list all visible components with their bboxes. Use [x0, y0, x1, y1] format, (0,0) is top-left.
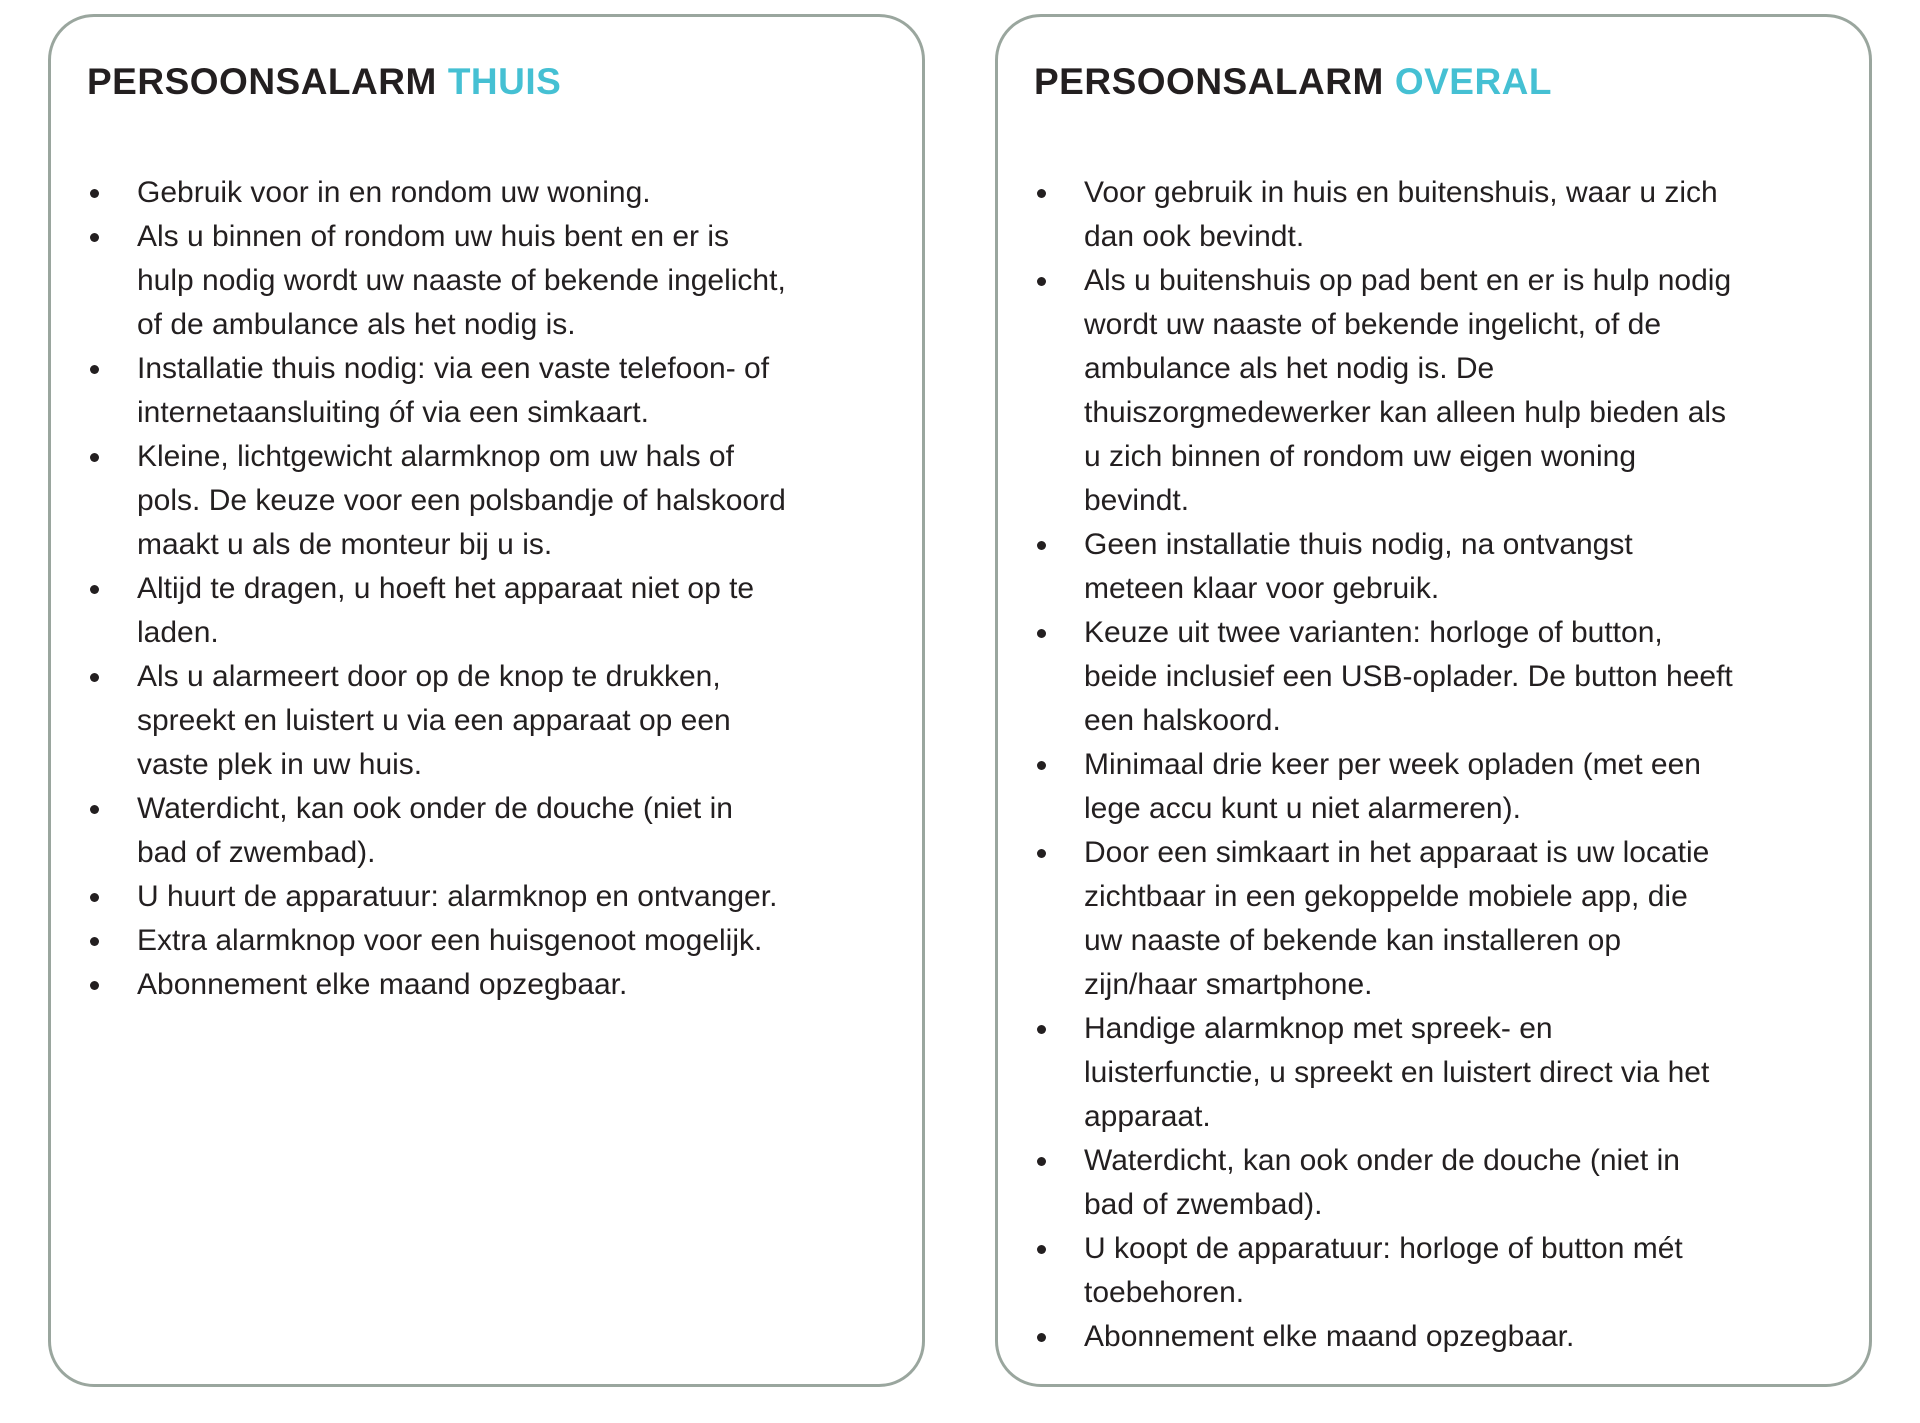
bullet-item: U huurt de apparatuur: alarmknop en ontvanger. [87, 875, 787, 919]
bullet-item: Minimaal drie keer per week opladen (met een lege accu kunt u niet alarmeren). [1034, 743, 1734, 831]
card-title-overal [1034, 59, 1833, 105]
bullet-item: Geen installatie thuis nodig, na ontvangst meteen klaar voor gebruik. [1034, 523, 1734, 611]
bullet-item: Kleine, lichtgewicht alarmknop om uw hals of pols. De keuze voor een polsbandje of halskoord maakt u als de monteur bij u is. [87, 435, 787, 567]
card-title-accent: THUIS [447, 61, 562, 102]
card-persoonsalarm-thuis [48, 14, 925, 1387]
bullet-item: Gebruik voor in en rondom uw woning. [87, 171, 787, 215]
card-persoonsalarm-overal [995, 14, 1872, 1387]
card-title-prefix: PERSOONSALARM [1034, 61, 1384, 102]
bullet-item: Altijd te dragen, u hoeft het apparaat niet op te laden. [87, 567, 787, 655]
bullet-item: Voor gebruik in huis en buitenshuis, waar u zich dan ook bevindt. [1034, 171, 1734, 259]
bullet-item: Waterdicht, kan ook onder de douche (niet in bad of zwembad). [87, 787, 787, 875]
bullet-item: Abonnement elke maand opzegbaar. [1034, 1315, 1734, 1359]
bullet-item: Extra alarmknop voor een huisgenoot mogelijk. [87, 919, 787, 963]
bullet-item: Als u binnen of rondom uw huis bent en er is hulp nodig wordt uw naaste of bekende ingelicht, of de ambulance als het nodig is. [87, 215, 787, 347]
bullet-item: Als u alarmeert door op de knop te drukken, spreekt en luistert u via een apparaat op een vaste plek in uw huis. [87, 655, 787, 787]
bullet-item: Abonnement elke maand opzegbaar. [87, 963, 787, 1007]
bullet-item: Keuze uit twee varianten: horloge of button, beide inclusief een USB-oplader. De button heeft een halskoord. [1034, 611, 1734, 743]
card-title-thuis [87, 59, 886, 105]
bullet-item: Door een simkaart in het apparaat is uw locatie zichtbaar in een gekoppelde mobiele app, die uw naaste of bekende kan installeren op zijn/haar smartphone. [1034, 831, 1734, 1007]
bullet-list-overal [1034, 171, 1833, 1359]
card-title-prefix: PERSOONSALARM [87, 61, 437, 102]
bullet-item: Installatie thuis nodig: via een vaste telefoon- of internetaansluiting óf via een simkaart. [87, 347, 787, 435]
bullet-item: Waterdicht, kan ook onder de douche (niet in bad of zwembad). [1034, 1139, 1734, 1227]
bullet-list-thuis [87, 171, 886, 1007]
bullet-item: U koopt de apparatuur: horloge of button mét toebehoren. [1034, 1227, 1734, 1315]
card-title-accent: OVERAL [1394, 61, 1552, 102]
bullet-item: Handige alarmknop met spreek- en luisterfunctie, u spreekt en luistert direct via het apparaat. [1034, 1007, 1734, 1139]
bullet-item: Als u buitenshuis op pad bent en er is hulp nodig wordt uw naaste of bekende ingelicht, of de ambulance als het nodig is. De thuiszorgmedewerker kan alleen hulp bieden als u zich binnen of rondom uw eigen woning bevindt. [1034, 259, 1734, 523]
